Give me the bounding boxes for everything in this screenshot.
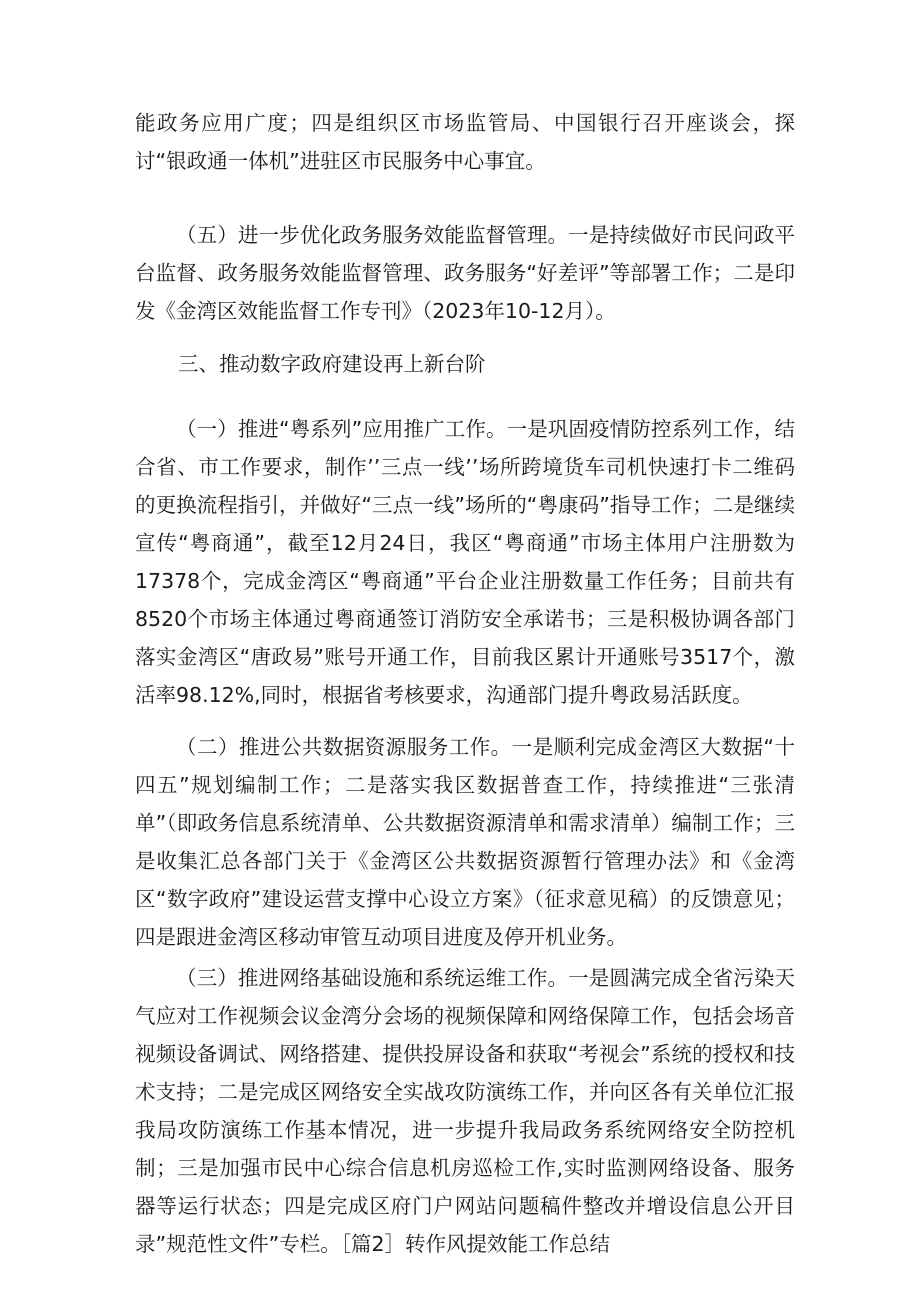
paragraph-section-3-2: （二）推进公共数据资源服务工作。一是顺利完成金湾区大数据“十四五”规划编制工作；二是落实我区数据普查工作，持续推进“三张清单”（即政务信息系统清单、公共数据资源清单和需求清单）编制工作；三是收集汇总各部门关于《金湾区公共数据资源暂行管理办法》和《金湾区“数字政府”建设运营支撑中心设立方案》（征求意见稿）的反馈意见；四是跟进金湾区移动审管互动项目进度及停开机业务。 bbox=[135, 735, 795, 949]
paragraph-section-5: （五）进一步优化政务服务效能监督管理。一是持续做好市民问政平台监督、政务服务效能监督管理、政务服务“好差评”等部署工作；二是印发《金湾区效能监督工作专刊》（2023年10-12月）。 bbox=[135, 223, 795, 323]
section-heading-3: 三、推动数字政府建设再上新台阶 bbox=[178, 352, 486, 376]
paragraph-continuation: 能政务应用广度；四是组织区市场监管局、中国银行召开座谈会，探讨“银政通一体机”进驻区市民服务中心事宜。 bbox=[135, 111, 795, 173]
paragraph-section-3-1: （一）推进“粤系列”应用推广工作。一是巩固疫情防控系列工作，结合省、市工作要求，制作’’三点一线’’场所跨境货车司机快速打卡二维码的更换流程指引，并做好“三点一线”场所的“粤康码”指导工作；二是继续宣传“粤商通”，截至12月24日，我区“粤商通”市场主体用户注册数为17378个，完成金湾区“粤商通”平台企业注册数量工作任务；目前共有8520个市场主体通过粤商通签订消防安全承诺书；三是积极协调各部门落实金湾区“唐政易”账号开通工作，目前我区累计开通账号3517个，激活率98.12%,同时，根据省考核要求，沟通部门提升粤政易活跃度。 bbox=[135, 417, 795, 707]
paragraph-section-3-3: （三）推进网络基础设施和系统运维工作。一是圆满完成全省污染天气应对工作视频会议金湾分会场的视频保障和网络保障工作，包括会场音视频设备调试、网络搭建、提供投屏设备和获取“考视会”系统的授权和技术支持；二是完成区网络安全实战攻防演练工作，并向区各有关单位汇报我局攻防演练工作基本情况，进一步提升我局政务系统网络安全防控机制；三是加强市民中心综合信息机房巡检工作,实时监测网络设备、服务器等运行状态；四是完成区府门户网站问题稿件整改并增设信息公开目录”规范性文件”专栏。［篇2］转作风提效能工作总结 bbox=[135, 966, 795, 1256]
